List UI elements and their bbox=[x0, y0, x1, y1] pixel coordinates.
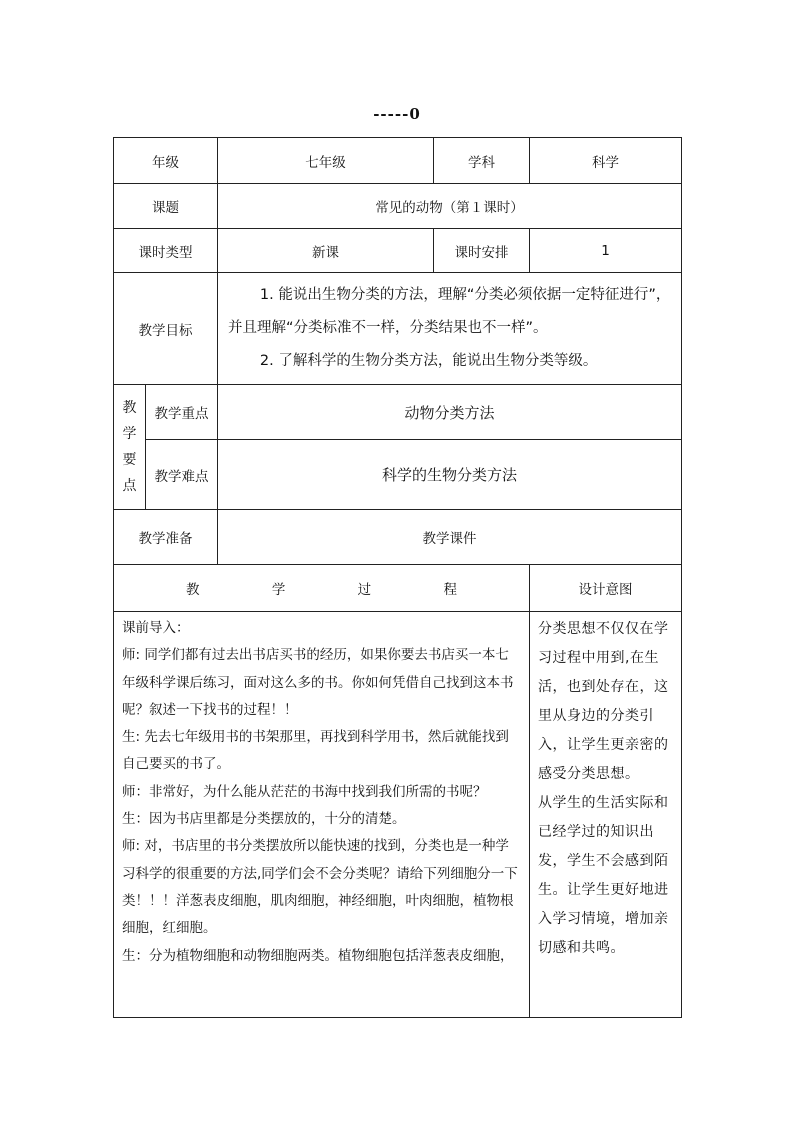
process-header-row bbox=[114, 565, 682, 612]
objectives-label: 教学目标 bbox=[114, 273, 218, 385]
lesson-plan-table bbox=[113, 137, 682, 1018]
objective-item: 1. 能说出生物分类的方法，理解“分类必须依据一定特征进行”，并且理解“分类标准不一样，分类结果也不一样”。 bbox=[228, 287, 671, 336]
objectives-content bbox=[218, 273, 682, 385]
objectives-row bbox=[114, 273, 682, 385]
lesson-type-value: 新课 bbox=[218, 229, 434, 273]
grade-subject-row bbox=[114, 138, 682, 184]
process-line: 课前导入： bbox=[122, 620, 190, 636]
topic-label: 课题 bbox=[114, 184, 218, 229]
process-line: 生：分为植物细胞和动物细胞两类。植物细胞包括洋葱表皮细胞， bbox=[122, 947, 514, 964]
lesson-type-label: 课时类型 bbox=[114, 229, 218, 273]
preparation-row bbox=[114, 510, 682, 565]
intent-paragraph: 从学生的生活实际和已经学过的知识出发，学生不会感到陌生。让学生更好地进入学习情境，增加亲切感和共鸣。 bbox=[538, 795, 669, 956]
focus-label: 教学重点 bbox=[146, 385, 218, 440]
process-header: 教 学 过 程 bbox=[114, 565, 530, 612]
process-line: 师: 同学们都有过去出书店买书的经历，如果你要去书店买一本七年级科学课后练习，面对这么多的书。你如何凭借自己找到这本书呢？叙述一下找书的过程！！ bbox=[122, 647, 514, 718]
design-intent-header: 设计意图 bbox=[530, 565, 682, 612]
page-header: -----0 bbox=[373, 105, 421, 123]
key-points-group-label: 教 学 要 点 bbox=[114, 385, 146, 510]
objective-item: 2. 了解科学的生物分类方法，能说出生物分类等级。 bbox=[259, 353, 598, 369]
difficulty-value: 科学的生物分类方法 bbox=[218, 440, 682, 510]
preparation-value: 教学课件 bbox=[218, 510, 682, 565]
process-line: 师: 对，书店里的书分类摆放所以能快速的找到，分类也是一种学习科学的很重要的方法,同学们会不会分类呢？请给下列细胞分一下类！！！洋葱表皮细胞，肌肉细胞，神经细胞，叶肉细胞，植物根细胞，红细胞。 bbox=[122, 838, 518, 937]
process-content bbox=[114, 612, 530, 1018]
key-difficulty-row bbox=[114, 440, 682, 510]
lesson-type-row bbox=[114, 229, 682, 273]
intent-paragraph: 分类思想不仅仅在学习过程中用到,在生活，也到处存在，这里从身边的分类引入，让学生更亲密的感受分类思想。 bbox=[538, 621, 669, 782]
process-line: 生: 先去七年级用书的书架那里，再找到科学用书，然后就能找到自己要买的书了。 bbox=[122, 729, 509, 773]
topic-row bbox=[114, 184, 682, 229]
process-line: 生：因为书店里都是分类摆放的，十分的清楚。 bbox=[122, 811, 406, 828]
topic-value: 常见的动物（第１课时） bbox=[218, 184, 682, 229]
schedule-label: 课时安排 bbox=[434, 229, 530, 273]
process-line: 师：非常好，为什么能从茫茫的书海中找到我们所需的书呢？ bbox=[122, 783, 487, 800]
grade-value: 七年级 bbox=[218, 138, 434, 184]
focus-value: 动物分类方法 bbox=[218, 385, 682, 440]
process-body-row bbox=[114, 612, 682, 1018]
subject-value: 科学 bbox=[530, 138, 682, 184]
subject-label: 学科 bbox=[434, 138, 530, 184]
schedule-value: 1 bbox=[530, 229, 682, 273]
design-intent-content bbox=[530, 612, 682, 1018]
difficulty-label: 教学难点 bbox=[146, 440, 218, 510]
grade-label: 年级 bbox=[114, 138, 218, 184]
preparation-label: 教学准备 bbox=[114, 510, 218, 565]
key-focus-row bbox=[114, 385, 682, 440]
